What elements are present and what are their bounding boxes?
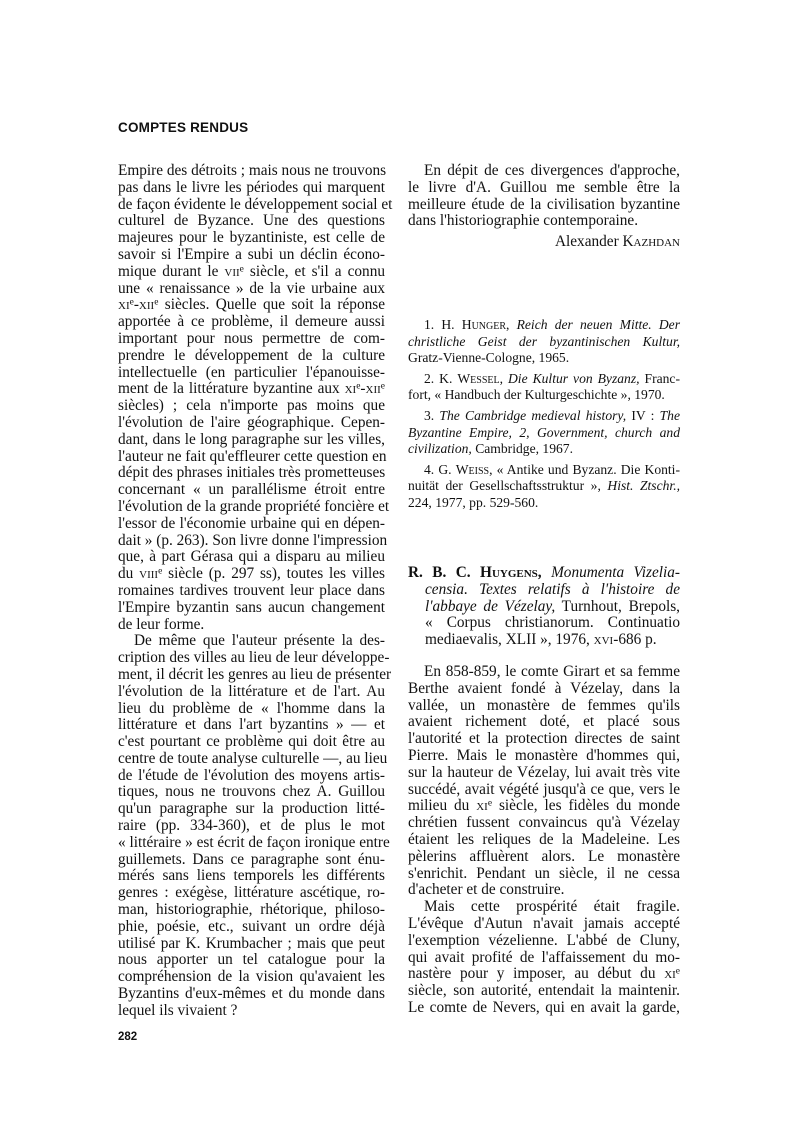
text-line: chrétien fussent convaincus qu'à Vézelay (408, 814, 680, 832)
text-line: l'Empire byzantin sans aucun changement (118, 598, 385, 616)
text-line: pèlerins affluèrent alors. Le monastère (408, 847, 680, 865)
superscript: e (380, 382, 385, 393)
text-run: Alexander (554, 233, 623, 250)
text-run: , (506, 317, 517, 332)
text-run: 1. H. (424, 317, 462, 332)
text-line: Berthe avaient fondé à Vézelay, dans la (408, 679, 680, 697)
text-line (408, 798, 680, 815)
text-run: Franc- (639, 370, 680, 386)
text-line: De même que l'auteur présente la des- (134, 632, 385, 650)
text-run: du (118, 565, 140, 583)
text-line: nous apporter un tel catalogue pour la (118, 951, 385, 969)
italic-run: Hist. Ztschr., (607, 478, 680, 494)
left-column (118, 162, 393, 1020)
italic-run: Die Kultur von Byzanz, (507, 370, 640, 386)
text-line: que, à part Gérasa qui a disparu au milieu (118, 548, 385, 566)
text-line: l'autorité et la protection directes de saint (408, 730, 680, 748)
text-line: Empire des détroits ; mais nous ne trouvons (118, 162, 387, 179)
small-caps-run: Hunger (461, 317, 507, 332)
text-line: Byzantins d'eux-mêmes et du monde dans (118, 985, 385, 1003)
text-line: prendre le développement de la culture (118, 346, 385, 364)
text-run: 4. G. (424, 461, 456, 477)
text-line: tiques, nous ne trouvons chez A. Guillou (118, 783, 385, 801)
text-line: utilisé par K. Krumbacher ; mais que peut (118, 934, 385, 952)
text-line: compréhension de la vision qu'avaient les (118, 968, 385, 986)
italic-run: Byzantine Empire, 2, Government, church and (408, 424, 680, 440)
text-line: genres : exégèse, littérature ascétique, ro- (118, 884, 385, 902)
text-line: dait » (p. 263). Son livre donne l'impression (118, 531, 388, 549)
text-line (408, 478, 680, 495)
small-caps-run: xi (118, 296, 130, 314)
small-caps-run: Weiss (455, 461, 490, 477)
text-line: « littéraire » est écrit de façon ironique entre (118, 833, 390, 851)
text-line: intellectuelle (en particulier l'épanouisse- (118, 363, 385, 381)
text-line (408, 317, 680, 334)
text-run: siècle (p. 297 ss), toutes les villes (162, 565, 385, 583)
text-line: meilleure étude de la civilisation byzantine (408, 195, 680, 213)
text-run: - (360, 380, 366, 398)
text-line: concernant « un parallélisme étroit entre (118, 481, 385, 499)
text-line: de l'étude de l'évolution des moyens artis- (118, 766, 385, 784)
small-caps-run: xii (138, 296, 155, 314)
text-line: l'exemption vézelienne. L'abbé de Cluny, (408, 931, 680, 949)
small-caps-run: Wessel (457, 370, 500, 386)
review-header (408, 565, 680, 649)
text-run: 2. K. (424, 370, 458, 386)
text-line: mérés sans liens temporels les différents (118, 867, 385, 885)
paragraph (118, 632, 392, 1019)
italic-run: l'abbaye de Vézelay, (425, 597, 556, 615)
text-line (408, 425, 680, 442)
text-line: l'évolution de la grande propriété foncière et (118, 497, 390, 515)
text-run: , (499, 370, 508, 386)
small-caps-run: Kazhdan (622, 233, 680, 250)
text-run: - (133, 296, 139, 314)
text-line: l'évolution de la littérature et de l'art. Au (118, 682, 385, 700)
text-line: fort, « Handbuch der Kulturgeschichte », 1970. (408, 387, 665, 403)
review-signature (408, 234, 680, 251)
text-line: Gratz-Vienne-Cologne, 1965. (408, 350, 570, 366)
text-line (408, 599, 680, 616)
superscript: e (239, 264, 244, 275)
text-line: une « renaissance » de la vie urbaine aux (118, 279, 385, 297)
page-number: 282 (118, 1031, 138, 1043)
text-line: Le comte de Nevers, qui en avait la garde, (408, 998, 680, 1016)
text-line: siècles) ; cela n'importe pas moins que (118, 397, 385, 415)
italic-run: The (659, 407, 681, 423)
text-line: qu'un paragraphe sur la production litté- (118, 800, 385, 818)
text-line: romaines tardives trouvent leur place dans (118, 581, 385, 599)
superscript: e (158, 566, 163, 577)
italic-run: christliche Geist der byzantinischen Kultur, (408, 333, 680, 349)
text-line: qui avait profité de l'affaissement du mo- (408, 948, 680, 966)
text-line: le livre d'A. Guillou me semble être la (408, 178, 680, 196)
footnote (408, 408, 680, 458)
small-caps-run: xii (365, 380, 381, 398)
text-line: littérature et dans l'art byzantins » — et (118, 716, 385, 734)
text-line: En dépit de ces divergences d'approche, (424, 162, 680, 179)
text-line (408, 371, 680, 388)
text-run: Turnhout, Brepols, (555, 597, 681, 615)
italic-run: Reich der neuen Mitte. Der (516, 317, 681, 332)
text-run: mediaevalis, XLII », 1976, (425, 631, 594, 649)
superscript: e (356, 382, 361, 393)
text-run (542, 564, 551, 581)
paragraph (118, 162, 393, 633)
small-caps-run: Huygens, (480, 564, 542, 581)
text-line (118, 381, 385, 398)
text-line: man, historiographie, rhétorique, philoso- (118, 901, 385, 919)
text-line: lequel ils vivaient ? (118, 1001, 238, 1019)
small-caps-run: xi (344, 380, 357, 398)
text-line: l'auteur ne fait qu'effleurer cette question en (118, 447, 387, 465)
text-line: dant, dans le long paragraphe sur les villes, (118, 430, 385, 448)
superscript: e (154, 298, 159, 309)
text-line: de leur forme. (118, 615, 205, 633)
footnote (408, 317, 680, 367)
text-line: sur la hauteur de Vézelay, lui avait très vite (408, 763, 680, 781)
text-line: centre de toute analyse culturelle —, au lieu (118, 749, 388, 767)
running-head: COMPTES RENDUS (118, 120, 249, 135)
text-line: raire (pp. 334-360), et de plus le mot (118, 817, 385, 835)
review-body (408, 664, 680, 1017)
text-line: pas dans le livre les périodes qui marquent (118, 178, 385, 196)
closing-paragraph (408, 163, 680, 230)
superscript: e (487, 799, 493, 810)
text-line: apportée à ce problème, il demeure aussi (118, 313, 385, 331)
small-caps-run: xi (476, 797, 488, 815)
text-line: dans l'historiographie contemporaine. (408, 212, 639, 230)
text-line: savoir si l'Empire a subi un déclin écono- (118, 245, 385, 263)
footnote (408, 462, 680, 512)
text-line (408, 565, 680, 582)
text-run: milieu du (408, 797, 477, 815)
text-line (408, 632, 680, 649)
text-run: 3. (424, 407, 440, 423)
text-line: d'acheter et de construire. (408, 881, 565, 899)
text-line (408, 966, 680, 983)
text-line: dépit des phrases initiales très prometteuses (118, 464, 386, 482)
small-caps-run: xi (664, 965, 676, 983)
text-line: lieu du problème de « l'homme dans la (118, 699, 385, 717)
text-line: important pour nous permettre de com- (118, 329, 385, 347)
text-run: siècles. Quelle que soit la réponse (158, 296, 385, 314)
text-line: majeures pour le byzantiniste, est celle de (118, 229, 385, 247)
small-caps-run: vii (224, 262, 240, 280)
paragraph (408, 899, 680, 1017)
text-line (408, 582, 680, 599)
text-line (118, 566, 385, 583)
italic-run: Monumenta Vizelia- (551, 564, 681, 581)
superscript: e (129, 298, 134, 309)
text-run: , « Antike und Byzanz. Die Konti- (489, 461, 680, 477)
text-run: Cambridge, 1967. (471, 441, 573, 457)
small-caps-run: xvi (593, 631, 614, 649)
text-run: nastère pour y imposer, au début du (408, 965, 665, 983)
text-line: l'évolution de l'aire géographique. Cepen- (118, 413, 385, 431)
text-line: l'essor de l'économie urbaine qui en dépen- (118, 514, 385, 532)
text-line (118, 264, 385, 281)
footnotes (408, 317, 680, 512)
text-line (408, 408, 680, 425)
text-line: succédé, avait végété jusqu'à ce que, vers le (408, 780, 680, 798)
text-line: 224, 1977, pp. 529-560. (408, 494, 539, 510)
text-line: avaient richement doté, et placé sous (408, 713, 680, 731)
text-line: « Corpus christianorum. Continuatio (425, 614, 680, 632)
text-run: siècle, et s'il a connu (243, 262, 385, 280)
footnote (408, 371, 680, 404)
text-line: En 858-859, le comte Girart et sa femme (424, 663, 680, 680)
text-run: nuität der Gesellschaftsstruktur », (408, 478, 608, 494)
text-line (118, 297, 385, 314)
text-line (408, 334, 680, 351)
small-caps-run: viii (139, 565, 159, 583)
text-line: guillemets. Dans ce paragraphe sont énu- (118, 850, 385, 868)
italic-run: civilization, (408, 441, 472, 457)
text-line: vallée, un monastère de femmes qu'ils (408, 696, 680, 714)
text-run: mique durant le (118, 262, 225, 280)
text-run: siècle, les fidèles du monde (492, 797, 680, 815)
text-line: L'évêque d'Autun n'avait jamais accepté (408, 914, 680, 932)
signature-line (408, 234, 680, 251)
text-line: de façon évidente le développement social et (118, 195, 393, 213)
text-line: phie, poésie, etc., suivant un ordre déjà (118, 917, 385, 935)
text-line: culturel de Byzance. Une des questions (118, 212, 385, 230)
text-line (408, 441, 680, 458)
text-line: étaient les reliques de la Madeleine. Les (408, 830, 680, 848)
italic-run: censia. Textes relatifs à l'histoire de (425, 580, 680, 598)
italic-run: The Cambridge medieval history, (439, 407, 627, 423)
text-line: ment, il décrit les genres au lieu de présenter (118, 665, 392, 683)
paragraph (408, 664, 680, 899)
text-line: siècle, son autorité, entendait la maintenir. (408, 982, 680, 1000)
text-run: IV : (626, 407, 660, 423)
text-line: s'enrichit. Pendant un siècle, il ne cessa (408, 864, 680, 882)
text-line: Mais cette prospérité était fragile. (424, 898, 680, 916)
text-line: Pierre. Mais le monastère d'hommes qui, (408, 746, 680, 764)
text-line: cription des villes au lieu de leur développe- (118, 649, 390, 667)
text-run: ment de la littérature byzantine aux (118, 380, 345, 398)
text-line: c'est pourtant ce problème qui doit être au (118, 733, 385, 751)
text-line (408, 462, 680, 479)
text-run: R. B. C. (408, 564, 481, 581)
superscript: e (675, 967, 680, 978)
text-run: -686 p. (613, 631, 657, 649)
